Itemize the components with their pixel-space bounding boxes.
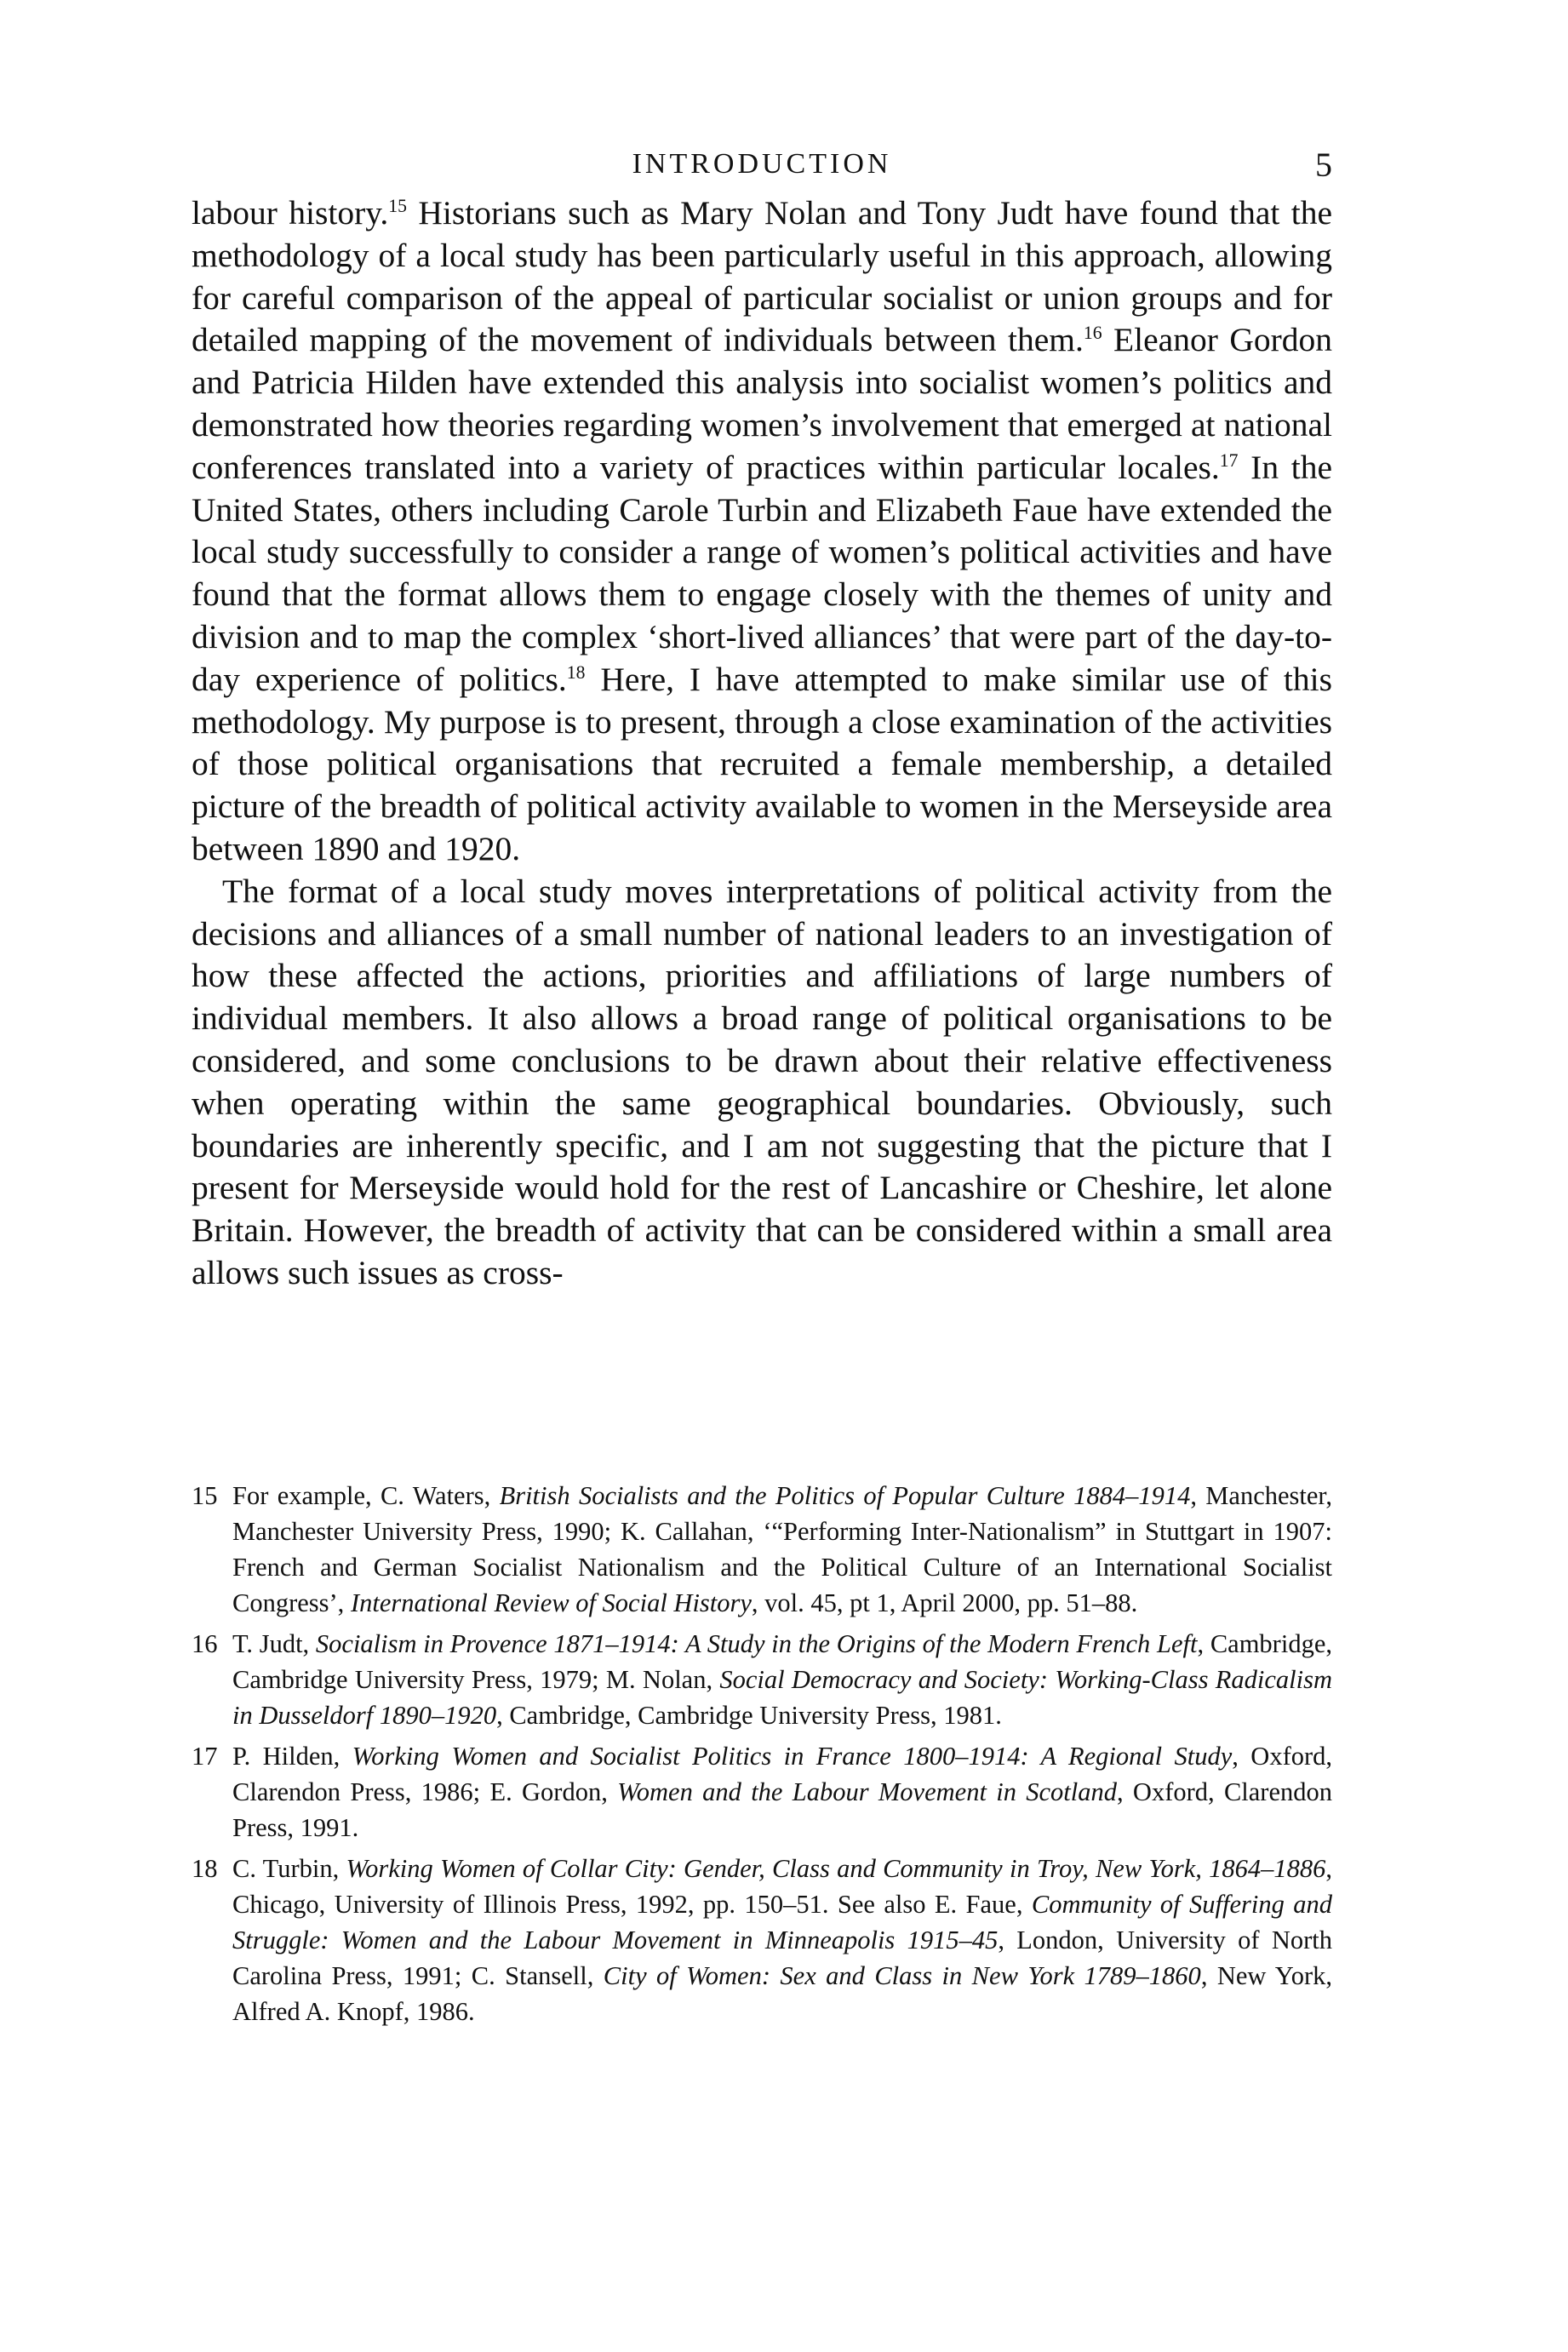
text-run: , London, University of North Carolina Press, 1991; C. Stansell,: [232, 1926, 1332, 1990]
text-run: , Cambridge, Cambridge University Press, 1979; M. Nolan,: [232, 1629, 1332, 1694]
italic-title: Women and the Labour Movement in Scotland: [617, 1777, 1117, 1806]
footnote-17: [192, 1738, 1332, 1846]
page-number: 5: [1315, 146, 1332, 184]
main-text: [192, 192, 1332, 1295]
italic-title: City of Women: Sex and Class in New York 1789–1860: [603, 1961, 1201, 1990]
text-run: , Chicago, University of Illinois Press, 1992, pp. 150–51. See also E. Faue,: [232, 1854, 1332, 1919]
paragraph-1: [192, 192, 1332, 871]
footnotes: [192, 1478, 1332, 2034]
text-run: Historians such as Mary Nolan and Tony Judt have found that the methodology of a local study has been particularly useful in this approach, allowing for careful comparison of the appeal of particular socialist or union groups and for detailed mapping of the movement of individuals between them.: [192, 194, 1332, 359]
italic-title: Working Women and Socialist Politics in France 1800–1914: A Regional Study: [352, 1742, 1233, 1771]
italic-title: British Socialists and the Politics of Popular Culture 1884–1914: [499, 1481, 1191, 1510]
paragraph-2: The format of a local study moves interpretations of political activity from the decisions and alliances of a small number of national leaders to an investigation of how these affected the actions, priorities and affiliations of large numbers of individual members. It also allows a broad range of political organisations to be considered, and some conclusions to be drawn about their relative effectiveness when operating within the same geographical boundaries. Obviously, such boundaries are inherently specific, and I am not suggesting that the picture that I present for Merseyside would hold for the rest of Lancashire or Cheshire, let alone Britain. However, the breadth of activity that can be considered within a small area allows such issues as cross-: [192, 872, 1332, 1291]
footnote-number: 18: [192, 1854, 218, 1883]
text-run: Here, I have attempted to make similar use of this methodology. My purpose is to present, through a close examination of the activities of those political organisations that recruited a female membership, a detailed picture of the breadth of political activity available to women in the Merseyside area between 1890 and 1920.: [192, 660, 1332, 867]
running-head: [192, 145, 1332, 192]
italic-title: Community of Suffering and Struggle: Women and the Labour Movement in Minneapolis 1915–45: [232, 1890, 1333, 1954]
text-run: , Oxford, Clarendon Press, 1991.: [232, 1777, 1333, 1842]
text-run: , vol. 45, pt 1, April 2000, pp. 51–88.: [751, 1588, 1138, 1617]
footnote-ref-16[interactable]: 16: [1083, 323, 1102, 344]
chapter-title: INTRODUCTION: [632, 148, 892, 180]
footnote-ref-18[interactable]: 18: [566, 661, 586, 683]
footnote-text: [232, 1478, 1332, 1621]
footnote-number: 16: [192, 1629, 218, 1658]
footnote-ref-15[interactable]: 15: [388, 195, 408, 216]
footnote-ref-17[interactable]: 17: [1219, 449, 1239, 471]
text-run: , Manchester, Manchester University Press, 1990; K. Callahan, ‘“Performing Inter-Nationalism” in Stuttgart in 1907: French and German Socialist Nationalism and the Political Culture of an International Socialist Congress’,: [232, 1481, 1332, 1617]
text-run: , New York, Alfred A. Knopf, 1986.: [232, 1961, 1332, 2026]
text-run: , Cambridge, Cambridge University Press, 1981.: [496, 1701, 1002, 1730]
page: [192, 145, 1332, 1295]
footnote-text: [232, 1626, 1332, 1733]
italic-title: Working Women of Collar City: Gender, Class and Community in Troy, New York, 1864–1886: [346, 1854, 1326, 1883]
footnote-15: [192, 1478, 1332, 1621]
text-run: Eleanor Gordon and Patricia Hilden have extended this analysis into socialist women’s politics and demonstrated how theories regarding women’s involvement that emerged at national conferences translated into a variety of practices within particular locales.: [192, 321, 1333, 486]
italic-title: International Review of Social History: [350, 1588, 752, 1617]
text-run: , Oxford, Clarendon Press, 1986; E. Gordon,: [232, 1742, 1333, 1806]
footnote-number: 15: [192, 1481, 218, 1510]
footnote-18: [192, 1851, 1332, 2029]
text-run: P. Hilden,: [232, 1742, 352, 1771]
footnote-number: 17: [192, 1742, 218, 1771]
text-run: For example, C. Waters,: [232, 1481, 500, 1510]
footnote-text: [232, 1851, 1332, 2029]
text-run: labour history.: [192, 194, 389, 232]
italic-title: Socialism in Provence 1871–1914: A Study in the Origins of the Modern French Left: [315, 1629, 1198, 1658]
text-run: T. Judt,: [232, 1629, 316, 1658]
footnote-16: [192, 1626, 1332, 1733]
footnote-text: [232, 1738, 1332, 1846]
italic-title: Social Democracy and Society: Working-Class Radicalism in Dusseldorf 1890–1920: [232, 1665, 1332, 1730]
text-run: C. Turbin,: [232, 1854, 346, 1883]
text-run: In the United States, others including Carole Turbin and Elizabeth Faue have extended the local study successfully to consider a range of women’s political activities and have found that the format allows them to engage closely with the themes of unity and division and to map the complex ‘short-lived alliances’ that were part of the day-to-day experience of politics.: [192, 448, 1332, 698]
